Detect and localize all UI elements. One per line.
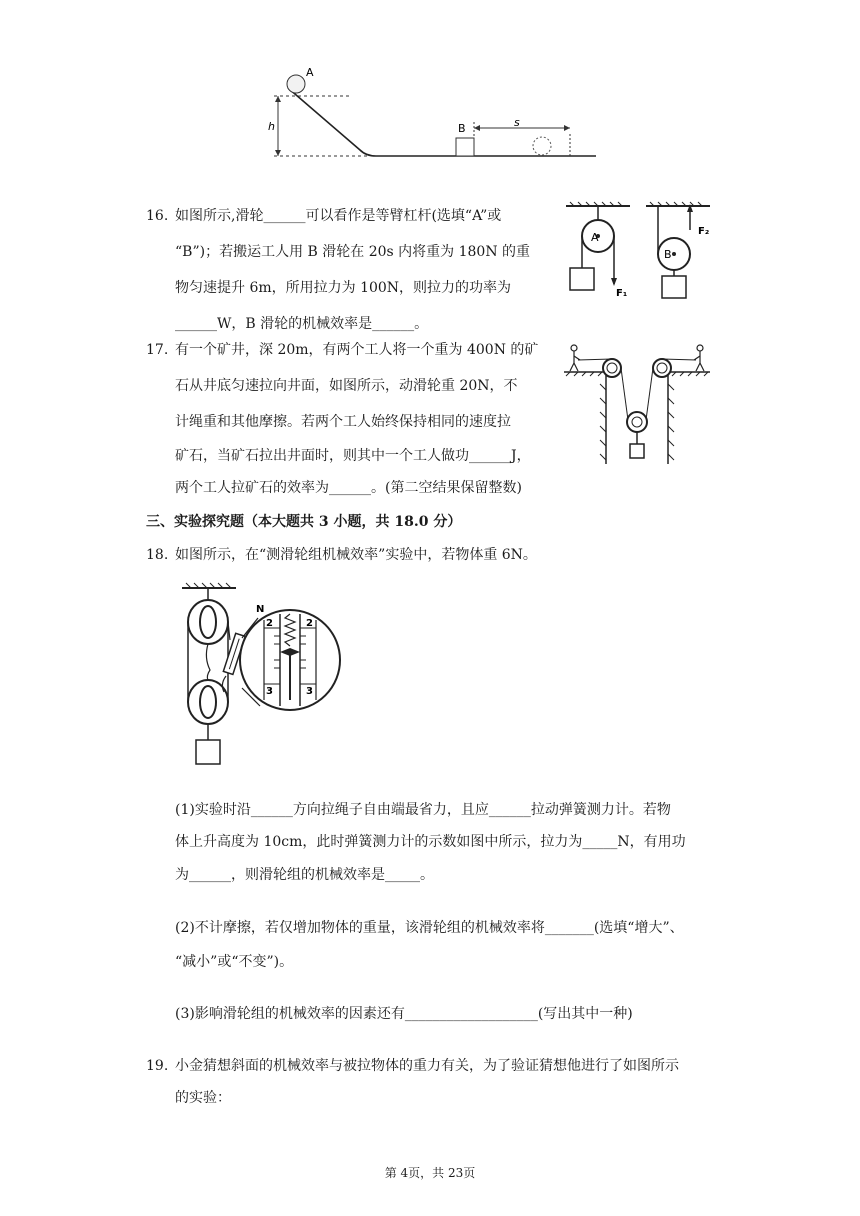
q18-p3: (3)影响滑轮组的机械效率的因素还有___________________(写出其中一种) [175,1006,633,1022]
q16-line-1: 如图所示,滑轮______可以看作是等臂杠杆(选填“A”或 [175,208,502,224]
q17-line-3: 计绳重和其他摩擦。若两个工人始终保持相同的速度拉 [175,414,511,430]
q16-line-3: 物匀速提升 6m，所用拉力为 100N，则拉力的功率为 [175,280,512,296]
load-6n [196,740,220,764]
q16-line-2: “B”)；若搬运工人用 B 滑轮在 20s 内将重为 180N 的重 [175,244,531,260]
scale-unit: N [256,604,265,615]
q19-line-2: 的实验： [175,1090,231,1106]
load-a [570,268,594,290]
q18-p1-line-2: 体上升高度为 10cm，此时弹簧测力计的示数如图中所示，拉力为_____N，有用功 [175,834,686,850]
pulley-group-figure [176,580,346,768]
ball-dashed [533,137,551,155]
q18-p1-line-3: 为______，则滑轮组的机械效率是_____。 [175,867,434,883]
label-s: s [514,116,520,129]
f2-label: F₂ [698,226,710,237]
q17-line-5: 两个工人拉矿石的效率为______。(第二空结果保留整数) [175,480,522,496]
label-h: h [268,120,275,133]
q18-p2-line-2: “减小”或“不变”)。 [175,954,294,970]
q18-p1-line-1: (1)实验时沿______方向拉绳子自由端最省力，且应______拉动弹簧测力计。若物 [175,802,671,818]
q19-line-1: 小金猜想斜面的机械效率与被拉物体的重力有关，为了验证猜想他进行了如图所示 [175,1058,679,1074]
scale-tick-2-left: 2 [266,618,273,629]
q17-line-4: 矿石，当矿石拉出井面时，则其中一个工人做功______J， [175,448,531,464]
slope-figure [260,66,600,162]
q19-number: 19. [146,1058,169,1074]
mine-shaft-figure [560,334,712,466]
scale-tick-2-right: 2 [306,618,313,629]
load-b [662,276,686,298]
q17-line-2: 石从井底匀速拉向井面，如图所示，动滑轮重 20N，不 [175,378,518,394]
label-b: B [458,122,466,135]
f1-label: F₁ [616,288,628,299]
q17-line-1: 有一个矿井，深 20m，有两个工人将一个重为 400N 的矿 [175,342,539,358]
pulley-b-label: B [664,248,672,261]
scale-tick-3-right: 3 [306,686,313,697]
q16-line-4: ______W，B 滑轮的机械效率是______。 [175,316,429,332]
ore-block [630,444,644,458]
section-3-heading: 三、实验探究题（本大题共 3 小题，共 18.0 分） [146,514,462,530]
block-b [456,138,474,156]
scale-tick-3-left: 3 [266,686,273,697]
pulley-ab-figure [560,198,720,304]
q18-intro: 如图所示，在“测滑轮组机械效率”实验中，若物体重 6N。 [175,547,537,563]
q16-number: 16. [146,208,169,224]
page-footer: 第 4页，共 23页 [384,1166,476,1180]
q17-number: 17. [146,342,169,358]
ball-a [287,75,305,93]
label-a: A [306,66,314,79]
q18-number: 18. [146,547,169,563]
pulley-a-label: A [591,231,599,244]
q18-p2-line-1: (2)不计摩擦，若仅增加物体的重量，该滑轮组的机械效率将_______(选填“增大”、 [175,920,684,936]
